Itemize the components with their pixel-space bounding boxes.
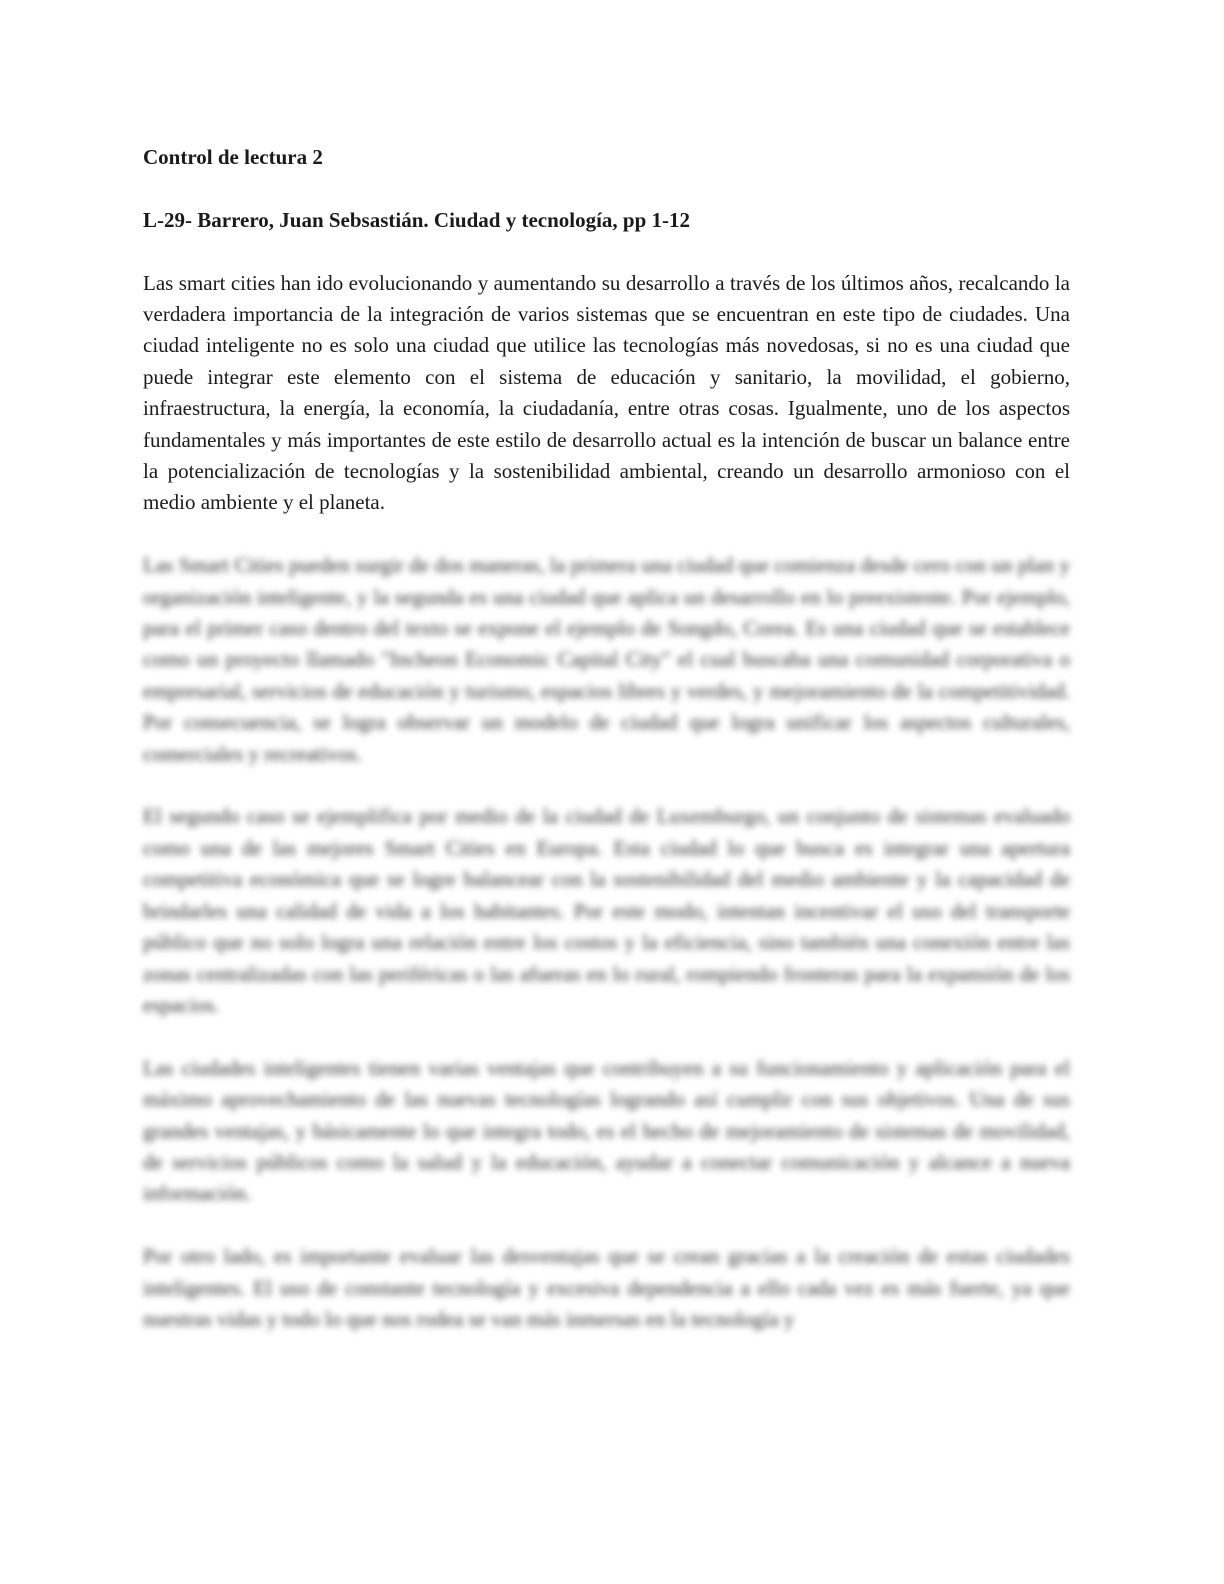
document-title: Control de lectura 2 (143, 145, 323, 169)
blurred-paragraph: Las Smart Cities pueden surgir de dos maneras, la primera una ciudad que comienza desde cero con un plan y organización inteligente, y la segunda es una ciudad que aplica un desarrollo en lo preexistente. Por ejemplo, para el primer caso dentro del texto se expone el ejemplo de Songdo, Corea. Es una ciudad que se establece como un proyecto llamado "Incheon Economic Capital City" el cual buscaba una comunidad corporativa o empresarial, servicios de educación y turismo, espacios libres y verdes, y mejoramiento de la competitividad. Por consecuencia, se logra observar un modelo de ciudad que logra unificar los aspectos culturales, comerciales y recreativos. (143, 553, 1070, 766)
blurred-paragraph: El segundo caso se ejemplifica por medio de la ciudad de Luxemburgo, un conjunto de sistemas evaluado como una de las mejores Smart Cities en Europa. Esta ciudad lo que busca es integrar una apertura competitiva económica que se logre balancear con la sostenibilidad del medio ambiente y la capacidad de brindarles una calidad de vida a los habitantes. Por este modo, intentan incentivar el uso del transporte público que no solo logra una relación entre los costos y la eficiencia, sino también una conexión entre las zonas centralizadas con las periféricas o las afueras en lo rural, rompiendo fronteras para la expansión de los espacios. (143, 804, 1070, 1017)
blurred-paragraph: Las ciudades inteligentes tienen varias ventajas que contribuyen a su funcionamiento y aplicación para el máximo aprovechamiento de las nuevas tecnologías logrando así cumplir con sus objetivos. Una de sus grandes ventajas, y básicamente lo que integra todo, es el hecho de mejoramiento de sistemas de movilidad, de servicios públicos como la salud y la educación, ayudar a conectar comunicación y alcance a nueva información. (143, 1055, 1070, 1206)
paragraph: Las smart cities han ido evolucionando y aumentando su desarrollo a través de los últimos años, recalcando la verdadera importancia de la integración de varios sistemas que se encuentran en este tipo de ciudades. Una ciudad inteligente no es solo una ciudad que utilice las tecnologías más novedosas, si no es una ciudad que puede integrar este elemento con el sistema de educación y sanitario, la movilidad, el gobierno, infraestructura, la energía, la economía, la ciudadanía, entre otras cosas. Igualmente, uno de los aspectos fundamentales y más importantes de este estilo de desarrollo actual es la intención de buscar un balance entre la potencialización de tecnologías y la sostenibilidad ambiental, creando un desarrollo armonioso con el medio ambiente y el planeta. (143, 270, 1070, 515)
document-page (143, 142, 1070, 1367)
blurred-content (143, 550, 1070, 1335)
blurred-paragraph: Por otro lado, es importante evaluar las desventajas que se crean gracias a la creación de estas ciudades inteligentes. El uso de constante tecnología y excesiva dependencia a ello cada vez es más fuerte, ya que nuestras vidas y todo lo que nos rodea se van más inmersas en la tecnología y (143, 1244, 1070, 1331)
reading-reference: L-29- Barrero, Juan Sebsastián. Ciudad y tecnología, pp 1-12 (143, 207, 691, 232)
